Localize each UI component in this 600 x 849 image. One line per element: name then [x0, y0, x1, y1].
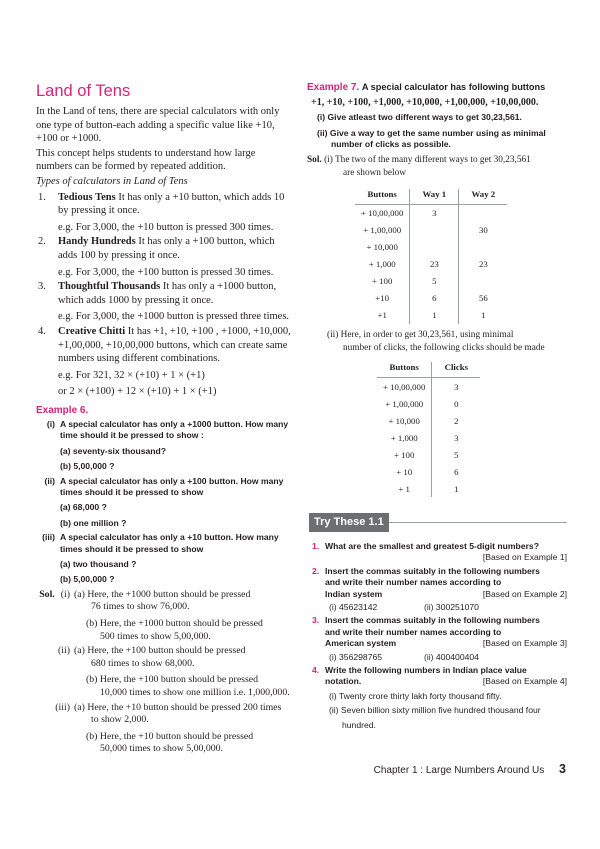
- table-row: [377, 395, 480, 412]
- clicks-table: [377, 362, 480, 497]
- item-example: e.g. For 3,000, the +1000 button is pressed three times.: [58, 311, 290, 323]
- table-cell: + 1,000: [355, 256, 410, 273]
- item-number: 1.: [38, 191, 46, 203]
- solution-b-line-1: (b) Here, the +1000 button should be pressed: [86, 617, 263, 629]
- question-sub-item: (a) two thousand ?: [60, 558, 137, 569]
- try-item-reference: [Based on Example 4]: [482, 676, 567, 687]
- page-footer: [374, 762, 566, 776]
- solution-a-line-2: 680 times to show 68,000.: [91, 657, 195, 669]
- example-7-question-1: (i) Give atleast two different ways to get 30,23,561.: [317, 112, 522, 123]
- try-item-reference: [Based on Example 2]: [482, 588, 567, 599]
- table-row: [355, 256, 507, 273]
- table-cell: + 1,00,000: [355, 222, 410, 239]
- table-cell: 6: [454, 466, 459, 477]
- table-header-cell: Buttons: [377, 362, 432, 378]
- try-item-last-row: [325, 676, 567, 687]
- question-sub-item: (b) 5,00,000 ?: [60, 574, 115, 585]
- try-sub-item: (ii) Seven billion sixty million five hundred thousand four: [329, 705, 541, 716]
- table-cell: 6: [410, 290, 459, 307]
- left-column: [36, 82, 292, 756]
- calculator-type-item: [36, 191, 292, 235]
- table-row: [377, 378, 480, 396]
- try-these-list: [312, 539, 567, 731]
- table-cell: [459, 239, 508, 256]
- try-item-line: What are the smallest and greatest 5-digit numbers?: [325, 541, 539, 551]
- try-item-body: [325, 541, 567, 564]
- question-sub-item: (b) 5,00,000 ?: [60, 461, 115, 472]
- solution-item: [36, 589, 292, 643]
- calculator-types-list: [36, 191, 292, 399]
- right-column: [307, 82, 569, 497]
- try-item-last-row: [325, 638, 567, 649]
- solution-b-line-2: 10,000 times to show one million i.e. 1,000,000.: [100, 686, 290, 698]
- table-header-cell: Buttons: [355, 189, 410, 205]
- table-cell: 23: [478, 259, 488, 270]
- table-cell: + 100: [355, 273, 410, 290]
- table-cell: 1: [454, 483, 459, 494]
- question-sub-item: (a) 68,000 ?: [60, 502, 107, 513]
- table-cell: + 10: [377, 463, 432, 480]
- try-item-reference: [Based on Example 3]: [482, 638, 567, 649]
- question-text: A special calculator has only a +10 button. How many times should it be pressed to show: [60, 532, 279, 554]
- item-body: [54, 191, 292, 235]
- solution-number: (i): [60, 588, 70, 600]
- table-cell: 5: [454, 449, 459, 460]
- item-body: [54, 235, 292, 279]
- table-row: [355, 273, 507, 290]
- try-item-line: Insert the commas suitably in the following numbers: [325, 565, 540, 576]
- item-name: Thoughtful Thousands: [58, 281, 161, 293]
- table-row: [355, 290, 507, 307]
- solution-a-line-2: to show 2,000.: [91, 714, 149, 726]
- solution-item: [36, 702, 292, 756]
- table-cell: 30: [478, 225, 488, 236]
- table-row: [355, 307, 507, 324]
- table-cell: 23: [410, 256, 459, 273]
- item-example: e.g. For 3,000, the +100 button is pressed 30 times.: [58, 266, 274, 278]
- item-example: e.g. For 321, 32 × (+10) + 1 × (+1): [58, 369, 205, 381]
- table-cell: +10: [355, 290, 410, 307]
- item-description: [58, 235, 292, 262]
- solution-b-line-1: (b) Here, the +100 button should be pressed: [86, 674, 259, 686]
- table-row: [377, 412, 480, 429]
- item-body: [54, 280, 292, 324]
- try-item-line: and write their number names according to: [325, 577, 502, 588]
- try-item: [312, 665, 567, 731]
- try-item-last-line: notation.: [325, 676, 362, 687]
- item-example-2: or 2 × (+100) + 12 × (+10) + 1 × (+1): [58, 386, 217, 398]
- sol-i-line-1: (i) The two of the many different ways to get 30,23,561: [324, 154, 531, 165]
- solution-a-line-2: 76 times to show 76,000.: [91, 601, 190, 613]
- table-cell: [410, 239, 459, 256]
- table-cell: + 10,00,000: [377, 378, 432, 396]
- item-name: Tedious Tens: [58, 191, 116, 203]
- table-cell: + 1,000: [377, 429, 432, 446]
- item-description: [58, 325, 292, 366]
- question-number: (iii): [42, 532, 55, 543]
- try-item-body: [325, 665, 567, 731]
- try-item-line: Insert the commas suitably in the following numbers: [325, 615, 540, 626]
- example-6-heading: Example 6.: [36, 404, 89, 416]
- example-7-buttons: +1, +10, +100, +1,000, +10,000, +1,00,000, +10,00,000.: [311, 97, 539, 109]
- table-header-cell: Way 2: [459, 189, 508, 205]
- ways-table: [355, 189, 507, 324]
- try-option: (i) 356298765: [329, 651, 383, 662]
- question-item: [36, 476, 292, 530]
- item-text: It has only a +100 button, which adds 100 by pressing it once.: [58, 236, 275, 261]
- solution-number: (iii): [55, 701, 70, 713]
- table-cell: 3: [454, 432, 459, 443]
- question-sub-item: (a) seventy-six thousand?: [60, 445, 167, 456]
- question-number: (ii): [44, 475, 55, 486]
- intro-paragraph-2: This concept helps students to understand how large numbers can be formed by repeated addition.: [36, 147, 256, 173]
- try-these-divider: [389, 522, 567, 523]
- calculator-type-item: [36, 280, 292, 324]
- question-item: [36, 419, 292, 473]
- table-cell: 56: [478, 293, 488, 304]
- solution-item: [36, 645, 292, 699]
- table-row: [355, 222, 507, 239]
- solution-body: [74, 589, 292, 643]
- example-7-heading: Example 7.: [307, 82, 360, 93]
- try-item-last-row: [325, 589, 567, 600]
- solution-number: (ii): [58, 645, 70, 657]
- table-row: [377, 480, 480, 497]
- item-number: 2.: [38, 236, 46, 248]
- chapter-title: Chapter 1 : Large Numbers Around Us: [373, 765, 545, 776]
- try-item-options: [325, 602, 567, 613]
- try-item-number: 1.: [312, 541, 320, 551]
- item-description: [58, 191, 292, 218]
- solution-label-col: [36, 702, 74, 756]
- table-header-cell: Way 1: [410, 189, 459, 205]
- item-name: Handy Hundreds: [58, 236, 136, 248]
- item-example: e.g. For 3,000, the +10 button is pressed 300 times.: [58, 221, 274, 233]
- table-row: [355, 239, 507, 256]
- sol-ii-line-1: (ii) Here, in order to get 30,23,561, using minimal: [327, 329, 514, 340]
- try-item-body: [325, 566, 567, 614]
- try-item-reference: [Based on Example 1]: [482, 552, 567, 563]
- try-option: (ii) 400400404: [424, 651, 479, 662]
- try-sub-item: hundred.: [342, 719, 376, 730]
- example-6-solutions: [36, 589, 292, 756]
- example-7-question-2-line-2: number of clicks as possible.: [331, 139, 451, 150]
- example-7-question-2-line-1: (ii) Give a way to get the same number using as minimal: [317, 127, 546, 138]
- try-item-number: 2.: [312, 565, 320, 576]
- try-item-options: [325, 652, 567, 663]
- item-text: It has +1, +10, +100 , +1000, +10,000, +1,00,000, +10,00,000 buttons, which can create same numbers using different combinations.: [58, 325, 291, 365]
- try-these-heading: Try These 1.1: [309, 513, 389, 532]
- example-6-questions: [36, 419, 292, 586]
- item-number: 4.: [38, 325, 46, 337]
- table-cell: + 1,00,000: [377, 395, 432, 412]
- try-item-last-line: Indian system: [325, 588, 383, 599]
- item-text: It has only a +1000 button, which adds 1000 by pressing it once.: [58, 281, 277, 306]
- table-cell: + 1: [377, 480, 432, 497]
- item-body: [54, 325, 292, 399]
- page-number: 3: [559, 762, 566, 776]
- solution-b-line-2: 50,000 times to show 5,00,000.: [100, 743, 224, 755]
- try-option: (i) 45623142: [329, 602, 378, 613]
- table-cell: 3: [454, 381, 459, 392]
- question-number: (i): [46, 418, 55, 429]
- intro-paragraph-1: In the Land of tens, there are special calculators with only one type of button-each adding a specific value like +10, +100 or +1000.: [36, 106, 280, 145]
- question-body: [60, 419, 292, 473]
- question-body: [60, 476, 292, 530]
- table-row: [377, 446, 480, 463]
- item-name: Creative Chitti: [58, 325, 126, 337]
- try-item: [312, 541, 567, 564]
- try-item-body: [325, 615, 567, 663]
- solution-body: [74, 645, 292, 699]
- item-description: [58, 280, 292, 307]
- question-text: A special calculator has only a +100 button. How many times should it be pressed to show: [60, 475, 284, 497]
- types-heading: Types of calculators in Land of Tens: [36, 175, 188, 187]
- question-sub-item: (b) one million ?: [60, 517, 127, 528]
- table-cell: [459, 273, 508, 290]
- calculator-type-item: [36, 325, 292, 399]
- table-cell: [410, 222, 459, 239]
- item-text: It has only a +10 button, which adds 10 by pressing it once.: [58, 191, 285, 217]
- table-cell: + 10,00,000: [355, 204, 410, 222]
- section-title: Land of Tens: [36, 82, 131, 100]
- sol-ii-line-2: number of clicks, the following clicks should be made: [343, 343, 545, 354]
- table-cell: +1: [355, 307, 410, 324]
- table-cell: 1: [481, 310, 486, 321]
- solution-a-line-1: (a) Here, the +10 button should be pressed 200 times: [74, 701, 282, 713]
- table-cell: + 10,000: [355, 239, 410, 256]
- sol-i-line-2: are shown below: [343, 168, 406, 179]
- solution-body: [74, 702, 292, 756]
- sol-label-7: Sol.: [307, 154, 322, 165]
- table-cell: 0: [454, 398, 459, 409]
- table-row: [355, 204, 507, 222]
- table-cell: + 100: [377, 446, 432, 463]
- question-text: A special calculator has only a +1000 button. How many time should it be pressed to show :: [60, 418, 289, 441]
- example-7-intro: A special calculator has following buttons: [361, 82, 546, 92]
- solution-a-line-1: (a) Here, the +1000 button should be pressed: [74, 588, 251, 600]
- table-cell: 2: [454, 415, 459, 426]
- try-option: (ii) 300251070: [424, 602, 479, 613]
- try-item-number: 4.: [312, 665, 320, 676]
- table-cell: 3: [410, 204, 459, 222]
- sol-label-6: Sol.: [39, 588, 55, 600]
- table-cell: [459, 204, 508, 222]
- solution-b-line-1: (b) Here, the +10 button should be pressed: [86, 730, 254, 742]
- question-body: [60, 532, 292, 586]
- solution-label-col: [36, 645, 74, 699]
- table-row: [377, 429, 480, 446]
- try-sub-item: (i) Twenty crore thirty lakh forty thousand fifty.: [329, 690, 502, 701]
- table-cell: 5: [410, 273, 459, 290]
- item-number: 3.: [38, 281, 46, 293]
- try-item: [312, 615, 567, 663]
- table-header-cell: Clicks: [432, 362, 481, 378]
- table-cell: 1: [410, 307, 459, 324]
- solution-a-line-1: (a) Here, the +100 button should be pressed: [74, 645, 246, 657]
- try-item-line: Write the following numbers in Indian place value: [325, 665, 527, 676]
- try-item-number: 3.: [312, 615, 320, 626]
- question-item: [36, 532, 292, 586]
- table-cell: + 10,000: [377, 412, 432, 429]
- solution-label-col: [36, 589, 74, 643]
- try-item-line: and write their number names according to: [325, 626, 502, 637]
- calculator-type-item: [36, 235, 292, 279]
- try-item-last-line: American system: [325, 638, 397, 649]
- table-row: [377, 463, 480, 480]
- try-item: [312, 566, 567, 614]
- solution-b-line-2: 500 times to show 5,00,000.: [100, 630, 211, 642]
